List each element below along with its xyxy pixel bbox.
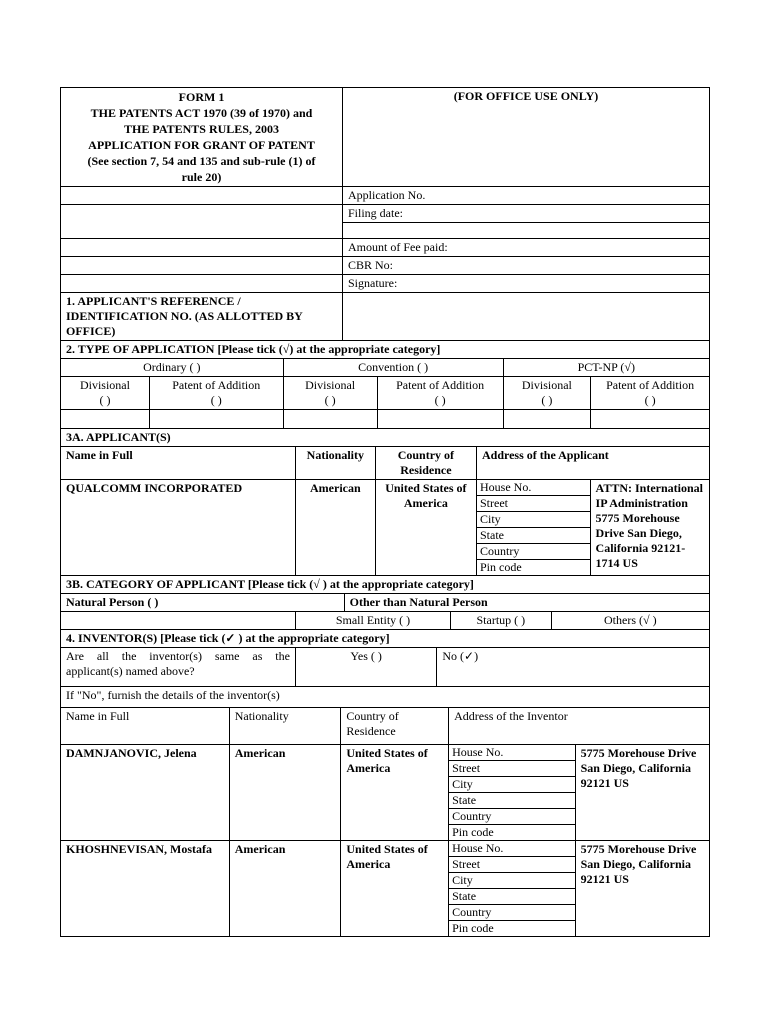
if-no-instruction: If "No", furnish the details of the inventor(s) (61, 687, 710, 708)
cbr-no: CBR No: (343, 257, 710, 275)
inventor-country: United States of America (341, 841, 449, 937)
inventor-details-table (60, 708, 710, 937)
field-street: Street (449, 857, 575, 873)
field-country: Country (449, 809, 575, 825)
inventor-row (61, 745, 710, 841)
inventor-country: United States of America (341, 745, 449, 841)
col-name-in-full: Name in Full (61, 447, 296, 480)
inventor-name: KHOSHNEVISAN, Mostafa (61, 841, 230, 937)
header-table (60, 87, 710, 341)
ordinary-option[interactable]: Ordinary ( ) (61, 359, 284, 377)
applicant-reference-value[interactable] (343, 293, 710, 341)
field-pin-code: Pin code (452, 825, 494, 839)
applicant-nationality: American (295, 480, 375, 576)
form-title: FORM 1 THE PATENTS ACT 1970 (39 of 1970) and THE PATENTS RULES, 2003 APPLICATION FOR GRANT OF PATENT (See section 7, 54 and 135 and sub-rule (1) of rule 20) (61, 88, 343, 187)
inventor-col-name: Name in Full (61, 708, 230, 745)
inventor-row (61, 841, 710, 937)
convention-divisional[interactable]: Divisional ( ) (283, 377, 377, 410)
inventor-col-country: Country of Residence (341, 708, 449, 745)
inventor-address-value: 5775 Morehouse Drive San Diego, California 92121 US (575, 841, 709, 937)
pct-np-option[interactable]: PCT-NP (√) (503, 359, 709, 377)
field-city: City (477, 512, 590, 528)
inventor-same-no[interactable]: No (✓) (437, 648, 710, 687)
applicant-country: United States of America (375, 480, 476, 576)
patent-form (60, 87, 710, 937)
same-as-applicant-question: Are all the inventor(s) same as the applicant(s) named above? (61, 648, 296, 687)
inventors-label: 4. INVENTOR(S) [Please tick (✓ ) at the appropriate category] (61, 630, 710, 648)
signature: Signature: (343, 275, 710, 293)
natural-person-option[interactable]: Natural Person ( ) (61, 594, 345, 612)
field-house-no: House No. (449, 745, 575, 761)
field-state: State (449, 889, 575, 905)
applicant-name: QUALCOMM INCORPORATED (61, 480, 296, 576)
inventor-nationality: American (229, 745, 341, 841)
field-street: Street (449, 761, 575, 777)
field-state: State (449, 793, 575, 809)
field-city: City (449, 777, 575, 793)
applicant-address-value: ATTN: International IP Administration 5775 Morehouse Drive San Diego, California 92121-1714 US (590, 480, 709, 576)
office-use-label: (FOR OFFICE USE ONLY) (343, 88, 710, 187)
type-of-application-table (60, 341, 710, 429)
filing-date: Filing date: (343, 205, 710, 223)
field-house-no: House No. (477, 480, 590, 496)
applicant-reference-label: 1. APPLICANT'S REFERENCE / IDENTIFICATION NO. (AS ALLOTTED BY OFFICE) (61, 293, 343, 341)
other-than-natural-person: Other than Natural Person (344, 594, 709, 612)
field-pin-code: Pin code (452, 921, 494, 935)
inventor-col-nationality: Nationality (229, 708, 341, 745)
inventor-same-yes[interactable]: Yes ( ) (295, 648, 436, 687)
pct-divisional[interactable]: Divisional ( ) (503, 377, 591, 410)
inventor-address-fields (449, 745, 576, 841)
inventor-col-address: Address of the Inventor (449, 708, 710, 745)
field-house-no: House No. (449, 841, 575, 857)
field-state: State (477, 528, 590, 544)
inventor-address-fields (449, 841, 576, 937)
application-no: Application No. (343, 187, 710, 205)
col-nationality: Nationality (295, 447, 375, 480)
inventor-nationality: American (229, 841, 341, 937)
others-option[interactable]: Others (√ ) (551, 612, 709, 630)
convention-patent-of-addition[interactable]: Patent of Addition ( ) (377, 377, 503, 410)
field-street: Street (477, 496, 590, 512)
field-country: Country (477, 544, 590, 560)
pct-patent-of-addition[interactable]: Patent of Addition ( ) (591, 377, 710, 410)
small-entity-option[interactable]: Small Entity ( ) (295, 612, 450, 630)
ordinary-patent-of-addition[interactable]: Patent of Addition ( ) (149, 377, 283, 410)
field-pin-code: Pin code (479, 560, 522, 574)
applicants-label: 3A. APPLICANT(S) (61, 429, 710, 447)
startup-option[interactable]: Startup ( ) (451, 612, 552, 630)
applicants-table (60, 429, 710, 576)
inventor-name: DAMNJANOVIC, Jelena (61, 745, 230, 841)
col-address-of-applicant: Address of the Applicant (476, 447, 709, 480)
amount-fee-paid: Amount of Fee paid: (343, 239, 710, 257)
type-of-application-label: 2. TYPE OF APPLICATION [Please tick (√) at the appropriate category] (61, 341, 710, 359)
convention-option[interactable]: Convention ( ) (283, 359, 503, 377)
category-of-applicant-table (60, 576, 710, 630)
field-city: City (449, 873, 575, 889)
inventors-table (60, 630, 710, 708)
col-country-of-residence: Country of Residence (375, 447, 476, 480)
applicant-address-fields (476, 480, 590, 576)
ordinary-divisional[interactable]: Divisional ( ) (61, 377, 150, 410)
inventor-address-value: 5775 Morehouse Drive San Diego, California 92121 US (575, 745, 709, 841)
category-label: 3B. CATEGORY OF APPLICANT [Please tick (√ ) at the appropriate category] (61, 576, 710, 594)
field-country: Country (449, 905, 575, 921)
